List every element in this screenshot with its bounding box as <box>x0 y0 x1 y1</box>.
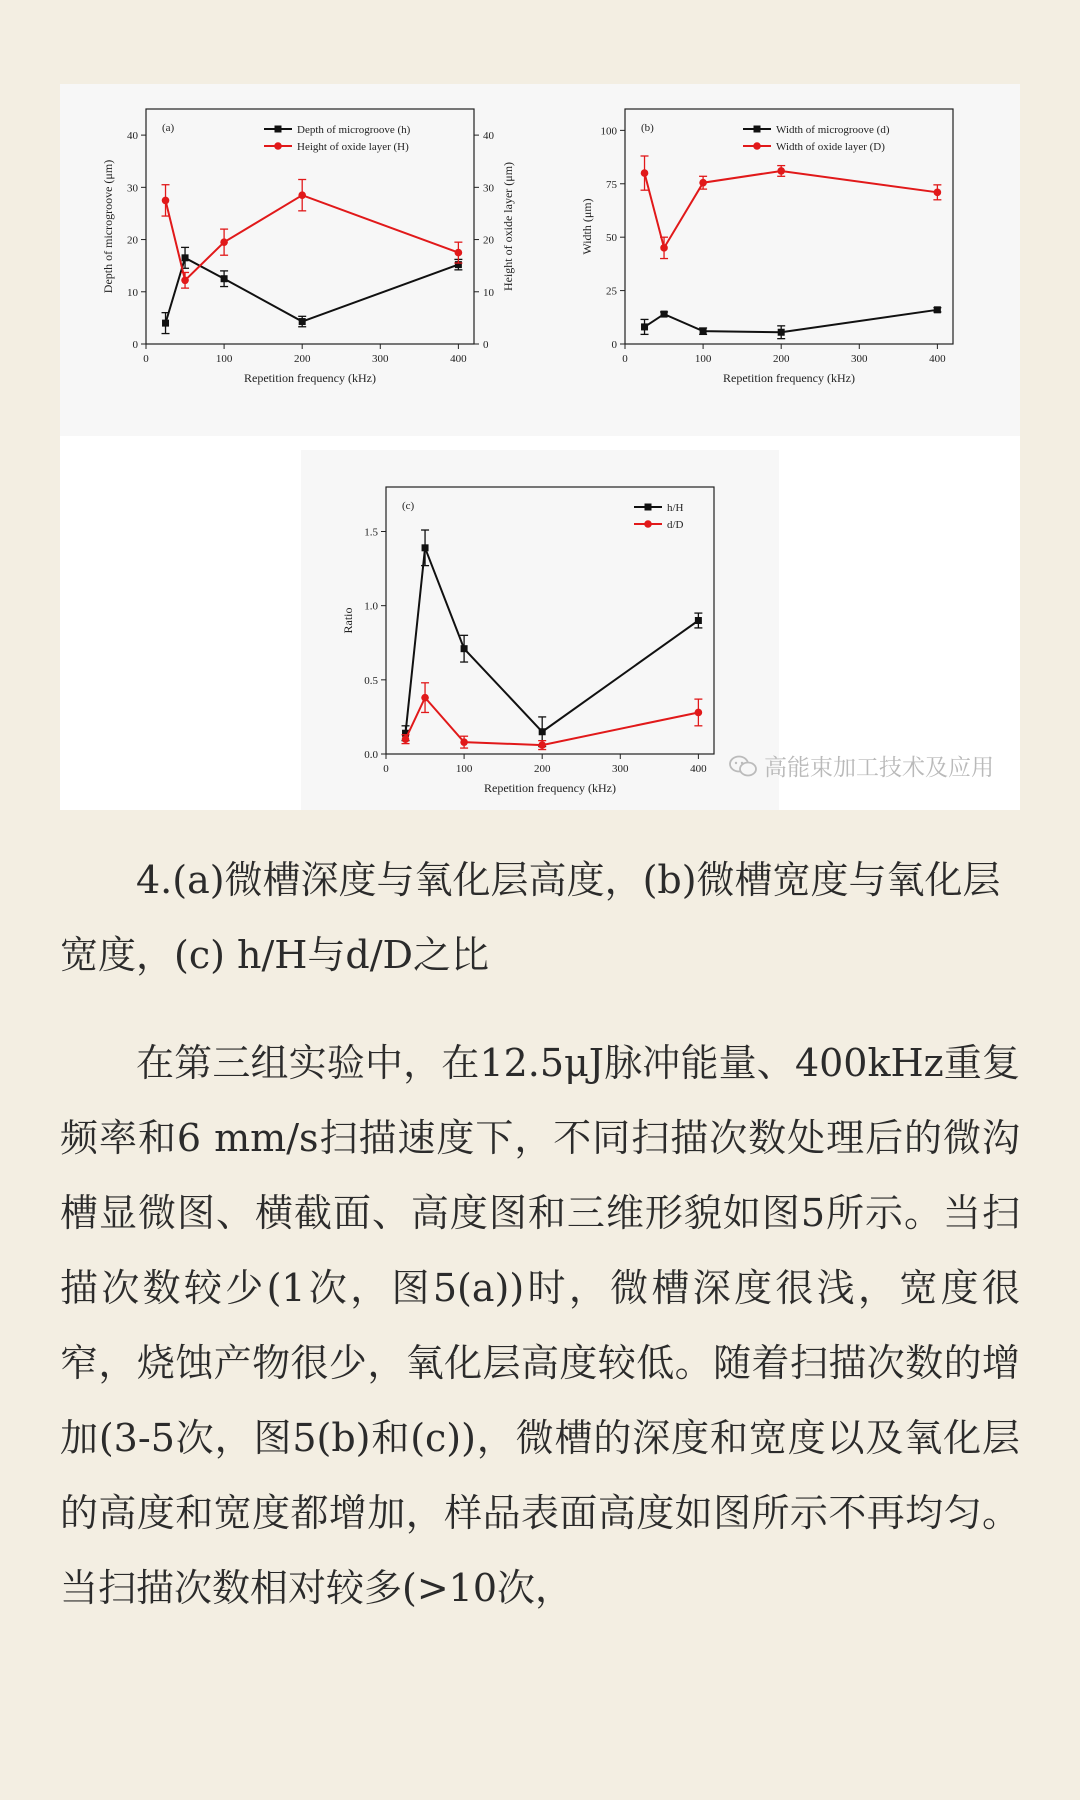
chart-1-ytick-label: 75 <box>606 178 617 191</box>
chart-1-ytick-label: 50 <box>606 232 617 245</box>
chart-0-series-1-point <box>181 276 189 284</box>
chart-2-series-0-point <box>461 645 468 652</box>
chart-2-xtick-label: 400 <box>690 763 707 775</box>
chart-2-ylabel: Ratio <box>341 607 355 634</box>
chart-1-xtick-label: 100 <box>694 353 712 365</box>
chart-1-legend-1-label: Width of oxide layer (D) <box>776 141 885 153</box>
chart-1-series-1-point <box>641 169 649 177</box>
chart-0-panel-tag: (a) <box>162 122 175 134</box>
chart-0-series-0-point <box>182 254 189 261</box>
chart-1-series-0-point <box>700 328 707 335</box>
chart-2-legend-1-marker <box>644 520 652 528</box>
chart-2-series-1-point <box>421 694 429 702</box>
chart-2-series-0-point <box>695 617 702 624</box>
chart-0-xtick-label: 300 <box>372 353 389 365</box>
watermark <box>728 749 994 782</box>
chart-1-legend-0-marker <box>754 126 761 133</box>
chart-0-legend-1-label: Height of oxide layer (H) <box>297 141 409 153</box>
chart-0-series-0-point <box>221 275 228 282</box>
chart-1-series-0-point <box>661 311 668 318</box>
chart-0-series-0-point <box>299 318 306 325</box>
chart-1-panel-tag: (b) <box>641 122 654 134</box>
chart-2-ytick-label: 0.5 <box>364 674 378 687</box>
chart-1-series-1-point <box>660 244 668 252</box>
chart-2-series-1-point <box>460 738 468 746</box>
chart-2-xtick-label: 300 <box>612 763 629 775</box>
chart-1-legend-0-label: Width of microgroove (d) <box>776 124 890 136</box>
chart-1-xtick-label: 300 <box>851 353 868 365</box>
chart-1-ytick-label: 0 <box>611 339 617 351</box>
chart-2-series-1-point <box>538 741 546 749</box>
chart-1-ytick-label: 100 <box>600 125 617 138</box>
chart-2-panel-tag: (c) <box>402 500 415 512</box>
chart-0-xtick-label: 400 <box>450 353 467 365</box>
figure-panel <box>60 84 1020 810</box>
chart-0-ytick-label: 10 <box>127 286 138 299</box>
chart-1-series-1-point <box>777 167 785 175</box>
body-paragraph: 在第三组实验中，在12.5μJ脉冲能量、400kHz重复频率和6 mm/s扫描速度下，不同扫描次数处理后的微沟槽显微图、横截面、高度图和三维形貌如图5所示。当扫描次数较少(1次，图5(a))时，微槽深度很浅，宽度很窄，烧蚀产物很少，氧化层高度较低。随着扫描次数的增加(3-5次，图5(b)和(c))，微槽的深度和宽度以及氧化层的高度和宽度都增加，样品表面高度如图所示不再均匀。当扫描次数相对较多(>10次， <box>60 1041 1020 1610</box>
chart-2-xtick-label: 0 <box>383 763 389 775</box>
chart-0-xlabel: Repetition frequency (kHz) <box>244 371 376 385</box>
chart-2-series-1-point <box>402 735 410 743</box>
chart-0-xtick-label: 100 <box>215 353 233 365</box>
chart-0-backdrop <box>60 84 1020 436</box>
chart-0-series-1-point <box>162 197 170 205</box>
chart-2-xtick-label: 100 <box>455 763 473 775</box>
chart-1-series-0-point <box>778 329 785 336</box>
chart-1-xtick-label: 400 <box>929 353 946 365</box>
chart-0-series-1-point <box>298 191 306 199</box>
chart-2-legend-0-marker <box>645 504 652 511</box>
chart-0-y2tick-label: 30 <box>483 182 494 195</box>
chart-1-legend-1-marker <box>753 142 761 150</box>
chart-1-ytick-label: 25 <box>606 285 617 298</box>
figure-caption: 4.(a)微槽深度与氧化层高度，(b)微槽宽度与氧化层宽度，(c) h/H与d/D之比 <box>60 858 1001 977</box>
chart-0-y2tick-label: 0 <box>483 339 489 351</box>
chart-0-ytick-label: 0 <box>132 339 138 351</box>
chart-0-ytick-label: 40 <box>127 130 138 143</box>
chart-0-xtick-label: 200 <box>293 353 311 365</box>
chart-1-xlabel: Repetition frequency (kHz) <box>723 371 855 385</box>
chart-1-ylabel: Width (μm) <box>580 198 594 255</box>
chart-0-ytick-label: 20 <box>127 234 138 247</box>
chart-0-legend-1-marker <box>274 142 282 150</box>
figure-charts <box>60 84 1020 810</box>
chart-1-xtick-label: 200 <box>772 353 790 365</box>
watermark-text: 高能束加工技术及应用 <box>764 755 994 781</box>
chart-0-legend-0-marker <box>275 126 282 133</box>
chart-2-ytick-label: 0.0 <box>364 749 378 761</box>
chart-0-legend-0-label: Depth of microgroove (h) <box>297 124 411 136</box>
chart-2-series-0-point <box>422 544 429 551</box>
wechat-icon <box>728 754 758 778</box>
chart-2-ytick-label: 1.5 <box>364 526 378 539</box>
chart-2-xlabel: Repetition frequency (kHz) <box>484 781 616 795</box>
chart-1-series-1-point <box>934 189 942 197</box>
chart-0-y2tick-label: 10 <box>483 286 494 299</box>
chart-1-xtick-label: 0 <box>622 353 628 365</box>
chart-2-legend-1-label: d/D <box>667 519 684 531</box>
chart-0-series-0-point <box>162 320 169 327</box>
chart-0-ylabel: Depth of microgroove (μm) <box>101 159 115 294</box>
chart-0-y2label: Height of oxide layer (μm) <box>501 161 515 292</box>
chart-0-series-1-point <box>220 238 228 246</box>
chart-2-series-0-point <box>539 728 546 735</box>
chart-0-y2tick-label: 40 <box>483 130 494 143</box>
chart-0-series-1-point <box>455 249 463 257</box>
chart-0-xtick-label: 0 <box>143 353 149 365</box>
chart-0-y2tick-label: 20 <box>483 234 494 247</box>
chart-1-series-0-point <box>934 306 941 313</box>
chart-2-xtick-label: 200 <box>533 763 551 775</box>
chart-2-series-1-point <box>695 709 703 717</box>
chart-1-series-1-point <box>699 179 707 187</box>
chart-2-ytick-label: 1.0 <box>364 600 378 613</box>
chart-2-legend-0-label: h/H <box>667 502 684 514</box>
chart-0-ytick-label: 30 <box>127 182 138 195</box>
chart-1-series-0-point <box>641 323 648 330</box>
